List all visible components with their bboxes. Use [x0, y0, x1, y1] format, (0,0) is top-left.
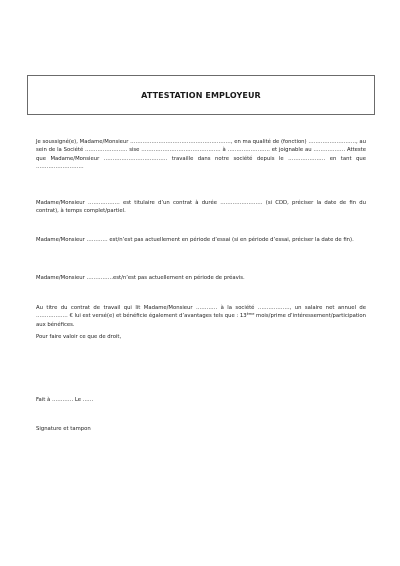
- contract-paragraph: Madame/Monsieur ……………… est titulaire d’un contrat à durée …………………… (si CDD, préciser la date de fin du contrat), à temps complet/partiel.: [36, 200, 366, 215]
- trial-period-paragraph: Madame/Monsieur ………… est/n’est pas actuellement en période d’essai (si en période d’essai, préciser la date de fin).: [36, 237, 354, 243]
- salary-text-start: Au titre du contrat de travail qui lit Madame/Monsieur ………… à la société ………………, un salaire net annuel de ……………… € lui est versé(e) et bénéficie également d’avantages tels que : 13: [36, 305, 366, 320]
- salary-paragraph: [36, 304, 366, 329]
- intro-paragraph: Je soussigné(e), Madame/Monsieur …………………………………………………, en ma qualité de (fonction) ………………………, au sein de la Société …………………… sise ……………………………………… à …………………… et joignable au ……………… Atteste que Madame/Monsieur ……………………………… travaille dans notre société depuis le ………………… en tant que ………………………: [36, 139, 366, 171]
- document-title: ATTESTATION EMPLOYEUR: [141, 90, 261, 100]
- place-date-line: Fait à ………… Le ……: [36, 397, 94, 403]
- closing-paragraph: Pour faire valoir ce que de droit,: [36, 334, 122, 340]
- salary-superscript: ème: [246, 312, 255, 317]
- title-box: [27, 75, 375, 115]
- salary-text-end: mois/prime d’intéressement/participation aux bénéfices.: [36, 313, 366, 328]
- signature-line: Signature et tampon: [36, 426, 91, 432]
- notice-period-paragraph: Madame/Monsieur ……………est/n’est pas actuellement en période de préavis.: [36, 275, 245, 281]
